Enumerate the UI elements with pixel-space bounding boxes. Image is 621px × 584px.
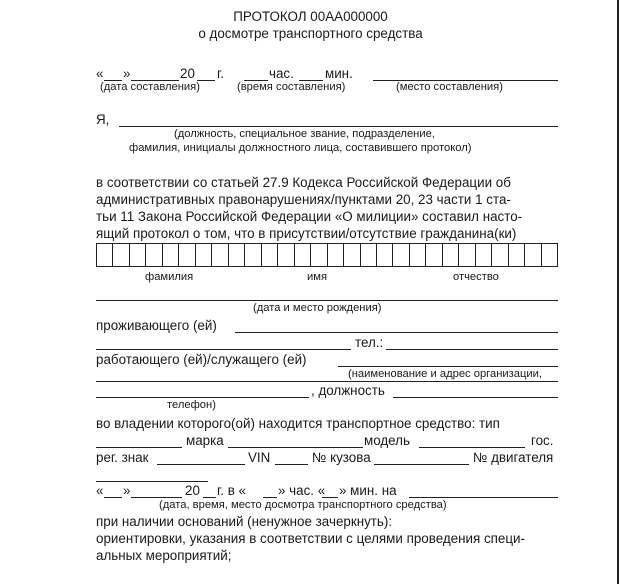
vehicle-body-label: № кузова: [312, 450, 371, 465]
vehicle-brand-label: марка: [186, 433, 224, 448]
basis-line-4: ящий протокол о том, что в присутствии/отсутствие гражданина(ки): [96, 226, 517, 241]
year-prefix: 20: [180, 66, 195, 81]
residence-label: проживающего (ей): [96, 318, 217, 333]
minutes-label: мин.: [325, 66, 353, 81]
grounds-line-3: альных мероприятий;: [96, 548, 232, 563]
caption-time: (время составления): [237, 81, 346, 93]
name-letter-cell[interactable]: [130, 244, 146, 266]
inspection-hours-blank[interactable]: [263, 497, 277, 498]
inspection-year-prefix: 20: [185, 483, 200, 498]
name-letter-cell[interactable]: [509, 244, 525, 266]
name-letter-cell[interactable]: [113, 244, 129, 266]
name-letter-cell[interactable]: [328, 244, 344, 266]
grid-label-surname: фамилия: [145, 271, 194, 283]
caption-place: (место составления): [396, 81, 503, 93]
vehicle-line-1: во владении которого(ой) находится транспортное средство: тип: [96, 416, 500, 431]
phone-caption: телефон): [167, 399, 216, 411]
basis-line-2: административных правонарушениях/пунктами 20, 23 части 1 ста-: [96, 192, 511, 207]
officer-blank[interactable]: [119, 126, 558, 127]
basis-line-1: в соответствии со статьей 27.9 Кодекса Российской Федерации об: [96, 175, 511, 190]
vehicle-model-blank[interactable]: [419, 447, 525, 448]
name-letter-cell[interactable]: [163, 244, 179, 266]
grounds-line-2: ориентировки, указания в соответствии с целями проведения специ-: [96, 531, 525, 546]
residence-phone-blank[interactable]: [386, 349, 558, 350]
birth-blank[interactable]: [96, 300, 558, 301]
name-letter-cell[interactable]: [426, 244, 442, 266]
work-blank-3[interactable]: [96, 397, 309, 398]
grounds-line-1: при наличии оснований (ненужное зачеркнуть):: [96, 514, 393, 529]
birth-caption: (дата и место рождения): [253, 302, 382, 314]
grid-label-name: имя: [307, 271, 327, 283]
inspection-hours-label: » час. «: [278, 483, 326, 498]
inspection-day-blank[interactable]: [104, 497, 122, 498]
work-caption: (наименование и адрес организации,: [348, 368, 543, 380]
name-letter-cell[interactable]: [278, 244, 294, 266]
vehicle-vin-label: VIN: [248, 450, 271, 465]
position-label: , должность: [311, 383, 385, 398]
name-letter-cell[interactable]: [542, 244, 557, 266]
inspection-month-blank[interactable]: [131, 497, 182, 498]
name-letter-cell[interactable]: [212, 244, 228, 266]
name-letter-cell[interactable]: [262, 244, 278, 266]
inspection-caption: (дата, время, место досмотра транспортного средства): [159, 499, 447, 511]
name-letter-cell[interactable]: [525, 244, 541, 266]
vehicle-reg-prefix: гос.: [531, 433, 554, 448]
name-letter-cell[interactable]: [443, 244, 459, 266]
inspection-quote-close: »: [123, 483, 131, 498]
basis-line-3: тьи 11 Закона Российской Федерации «О милиции» составил наcто-: [96, 209, 523, 224]
officer-caption-1: (должность, специальное звание, подразделение,: [174, 128, 435, 140]
name-letter-cell[interactable]: [377, 244, 393, 266]
name-letter-cell[interactable]: [245, 244, 261, 266]
name-letter-cell[interactable]: [179, 244, 195, 266]
grid-label-patronymic: отчество: [453, 271, 499, 283]
inspection-year-blank[interactable]: [203, 497, 216, 498]
vehicle-reg-label: рег. знак: [96, 450, 149, 465]
work-blank[interactable]: [338, 366, 558, 367]
name-letter-cell[interactable]: [476, 244, 492, 266]
name-letter-cell[interactable]: [196, 244, 212, 266]
work-blank-2[interactable]: [96, 381, 558, 382]
name-letter-cell[interactable]: [229, 244, 245, 266]
vehicle-body-blank[interactable]: [374, 464, 469, 465]
officer-caption-2: фамилия, инициалы должностного лица, составившего протокол): [129, 142, 472, 154]
name-letter-cell[interactable]: [311, 244, 327, 266]
residence-blank-2[interactable]: [96, 349, 351, 350]
vehicle-vin-blank[interactable]: [275, 464, 308, 465]
protocol-subtitle: о досмотре транспортного средства: [198, 26, 423, 41]
protocol-title: ПРОТОКОЛ 00АА000000: [233, 9, 388, 24]
date-quote-close: »: [123, 66, 131, 81]
residence-blank[interactable]: [235, 332, 558, 333]
vehicle-engine-blank[interactable]: [96, 481, 208, 482]
year-suffix: г.: [217, 66, 224, 81]
name-letter-cell[interactable]: [492, 244, 508, 266]
name-letter-cell[interactable]: [295, 244, 311, 266]
name-letter-cell[interactable]: [393, 244, 409, 266]
residence-phone-label: тел.:: [355, 335, 384, 350]
name-letter-cell[interactable]: [459, 244, 475, 266]
hours-label: час.: [269, 66, 294, 81]
date-quote-open: «: [96, 66, 104, 81]
vehicle-type-blank[interactable]: [96, 447, 182, 448]
name-letter-cell[interactable]: [146, 244, 162, 266]
name-letter-cell[interactable]: [361, 244, 377, 266]
caption-date: (дата составления): [100, 81, 200, 93]
inspection-place-blank[interactable]: [409, 497, 558, 498]
inspection-minutes-blank[interactable]: [322, 497, 338, 498]
vehicle-model-label: модель: [364, 433, 410, 448]
vehicle-brand-blank[interactable]: [228, 447, 363, 448]
name-letter-cell[interactable]: [410, 244, 426, 266]
vehicle-reg-blank[interactable]: [157, 464, 245, 465]
inspection-year-suffix: г. в «: [217, 483, 246, 498]
name-letter-cell[interactable]: [344, 244, 360, 266]
inspection-quote-open: «: [96, 483, 104, 498]
position-blank[interactable]: [393, 397, 558, 398]
officer-ya: Я,: [96, 112, 110, 127]
work-label: работающего (ей)/служащего (ей): [96, 352, 307, 367]
name-letter-cell[interactable]: [97, 244, 113, 266]
vehicle-engine-label: № двигателя: [473, 450, 554, 465]
name-letter-grid[interactable]: [96, 243, 558, 267]
inspection-minutes-label: » мин. на: [339, 483, 397, 498]
